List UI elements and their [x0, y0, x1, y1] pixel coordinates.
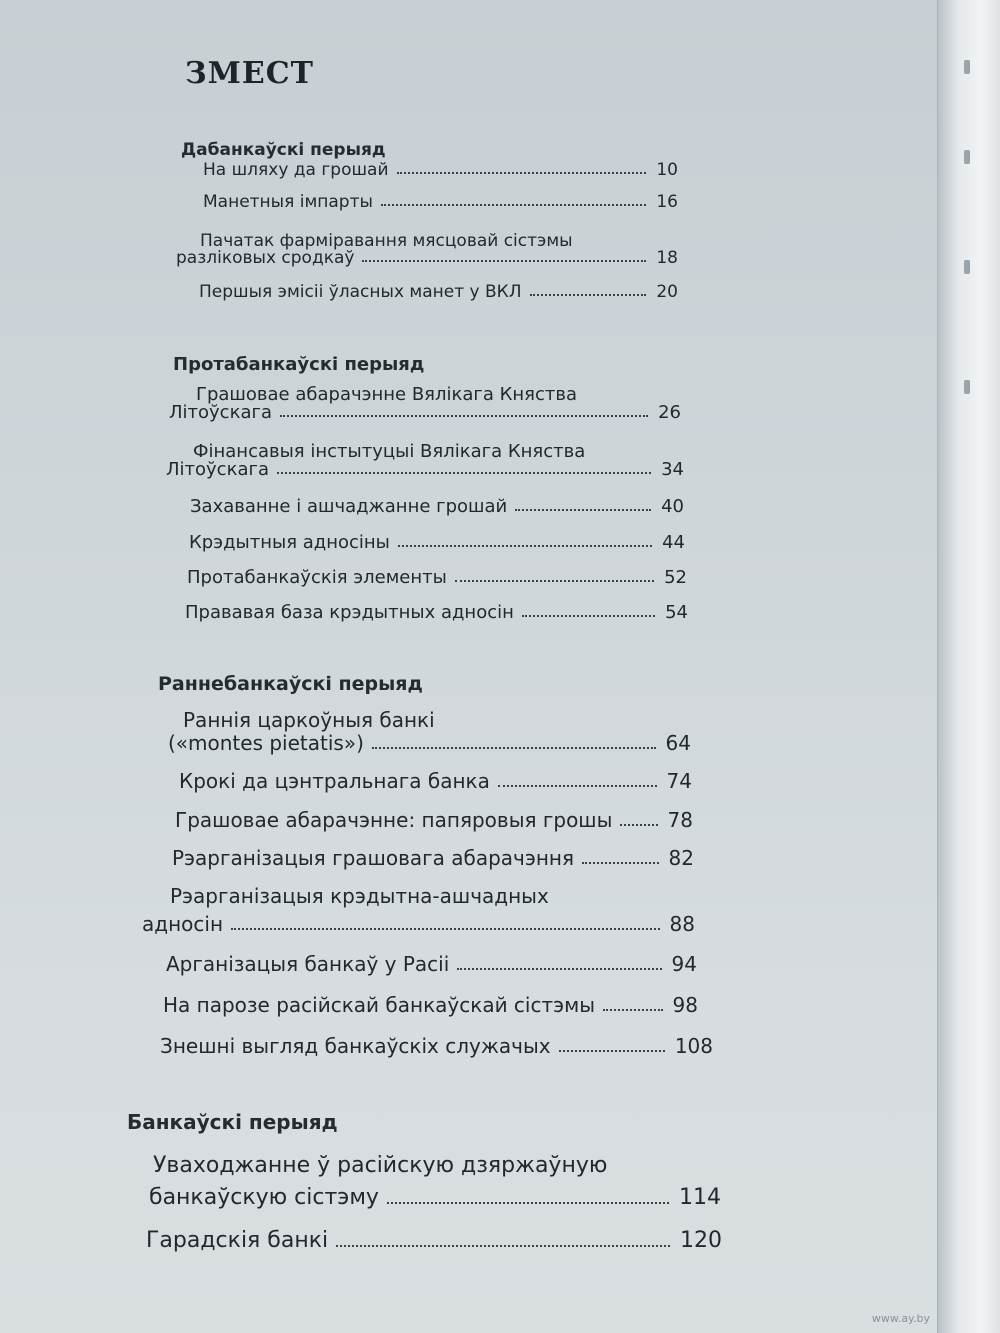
dot-leader [498, 785, 657, 787]
page-number: 34 [661, 459, 684, 480]
page-number: 98 [672, 993, 698, 1017]
dot-leader [362, 260, 646, 262]
dot-leader [231, 928, 660, 930]
entry-title-line1: Пачатак фарміравання мясцовай сістэмы [200, 231, 573, 251]
page-number: 40 [661, 496, 684, 517]
page-number: 114 [679, 1185, 721, 1210]
section-heading: Дабанкаўскі перыяд [181, 140, 386, 160]
dot-leader [620, 824, 657, 826]
toc-entry[interactable] [203, 160, 678, 180]
dot-leader [457, 968, 661, 970]
toc-entry[interactable] [185, 602, 688, 623]
toc-entry[interactable] [176, 248, 678, 268]
dot-leader [530, 294, 647, 296]
dot-leader [582, 862, 659, 864]
toc-entry[interactable] [187, 567, 687, 588]
toc-entry[interactable] [166, 952, 697, 976]
dot-leader [515, 509, 651, 511]
section-heading: Банкаўскі перыяд [127, 1110, 338, 1134]
binding-notch [964, 260, 970, 274]
entry-title: разліковых сродкаў [176, 248, 355, 268]
binding-notch [964, 60, 970, 74]
page-number: 120 [680, 1228, 722, 1253]
entry-title: На парозе расійскай банкаўскай сістэмы [163, 993, 595, 1017]
page-number: 78 [667, 808, 693, 832]
dot-leader [381, 204, 646, 206]
page-number: 74 [666, 769, 692, 793]
entry-title: Захаванне і ашчаджанне грошай [190, 496, 508, 517]
page-number: 54 [665, 602, 688, 623]
toc-entry[interactable] [175, 808, 693, 832]
toc-entry[interactable] [169, 402, 681, 423]
page-number: 108 [674, 1034, 713, 1058]
entry-title: адносін [142, 912, 224, 936]
entry-title: («montes pietatis») [168, 731, 364, 755]
entry-title: Гарадскія банкі [146, 1228, 329, 1253]
dot-leader [522, 615, 655, 617]
entry-title: Грашовае абарачэнне: папяровыя грошы [175, 808, 613, 832]
entry-title: Першыя эмісіі ўласных манет у ВКЛ [199, 282, 522, 302]
page-number: 94 [671, 952, 697, 976]
page-number: 10 [656, 160, 678, 180]
toc-entry[interactable] [163, 993, 698, 1017]
dot-leader [398, 545, 652, 547]
dot-leader [559, 1050, 665, 1052]
toc-entry[interactable] [146, 1228, 722, 1253]
entry-title: Знешні выгляд банкаўскіх служачых [160, 1034, 551, 1058]
watermark: www.ay.by [871, 1312, 930, 1325]
dot-leader [280, 415, 648, 417]
entry-title: Манетныя імпарты [203, 192, 373, 212]
dot-leader [397, 172, 647, 174]
entry-title: Прававая база крэдытных адносін [185, 602, 514, 623]
binding-notch [964, 150, 970, 164]
dot-leader [277, 472, 651, 474]
section-heading: Раннебанкаўскі перыяд [158, 673, 423, 695]
toc-entry[interactable] [189, 532, 685, 553]
toc-entry[interactable] [172, 846, 694, 870]
page-number: 18 [656, 248, 678, 268]
page-number: 16 [656, 192, 678, 212]
toc-entry[interactable] [160, 1034, 713, 1058]
entry-title-line1: Рэарганізацыя крэдытна-ашчадных [170, 884, 549, 908]
entry-title-line1: Раннія царкоўныя банкі [183, 708, 435, 732]
entry-title: На шляху да грошай [203, 160, 389, 180]
entry-title: Арганізацыя банкаў у Расіі [166, 952, 450, 976]
page-number: 82 [668, 846, 694, 870]
entry-title: Рэарганізацыя грашовага абарачэння [172, 846, 575, 870]
page-number: 88 [669, 912, 695, 936]
page-title: ЗМЕСТ [185, 56, 314, 91]
section-heading: Протабанкаўскі перыяд [173, 354, 425, 375]
toc-entry[interactable] [168, 731, 691, 755]
page-number: 44 [662, 532, 685, 553]
dot-leader [372, 747, 656, 749]
entry-title: Крэдытныя адносіны [189, 532, 390, 553]
binding-notch [964, 380, 970, 394]
toc-entry[interactable] [203, 192, 678, 212]
entry-title: Протабанкаўскія элементы [187, 567, 447, 588]
toc-entry[interactable] [199, 282, 678, 302]
entry-title: Крокі да цэнтральнага банка [179, 769, 490, 793]
entry-title: Літоўскага [166, 459, 269, 480]
dot-leader [603, 1009, 663, 1011]
entry-title-line1: Грашовае абарачэнне Вялікага Княства [196, 384, 578, 405]
dot-leader [455, 580, 654, 582]
dot-leader [336, 1245, 670, 1247]
toc-entry[interactable] [142, 912, 695, 936]
entry-title-line1: Фінансавыя інстытуцыі Вялікага Княства [193, 441, 586, 462]
page-number: 26 [658, 402, 681, 423]
dot-leader [387, 1202, 669, 1204]
entry-title: Літоўскага [169, 402, 272, 423]
toc-entry[interactable] [149, 1185, 721, 1210]
entry-title-line1: Уваходжанне ў расійскую дзяржаўную [153, 1153, 608, 1178]
toc-entry[interactable] [190, 496, 684, 517]
toc-entry[interactable] [179, 769, 692, 793]
toc-entry[interactable] [166, 459, 684, 480]
page-edge [937, 0, 1000, 1333]
page-number: 20 [656, 282, 678, 302]
entry-title: банкаўскую сістэму [149, 1185, 379, 1210]
page-number: 52 [664, 567, 687, 588]
page-number: 64 [665, 731, 691, 755]
